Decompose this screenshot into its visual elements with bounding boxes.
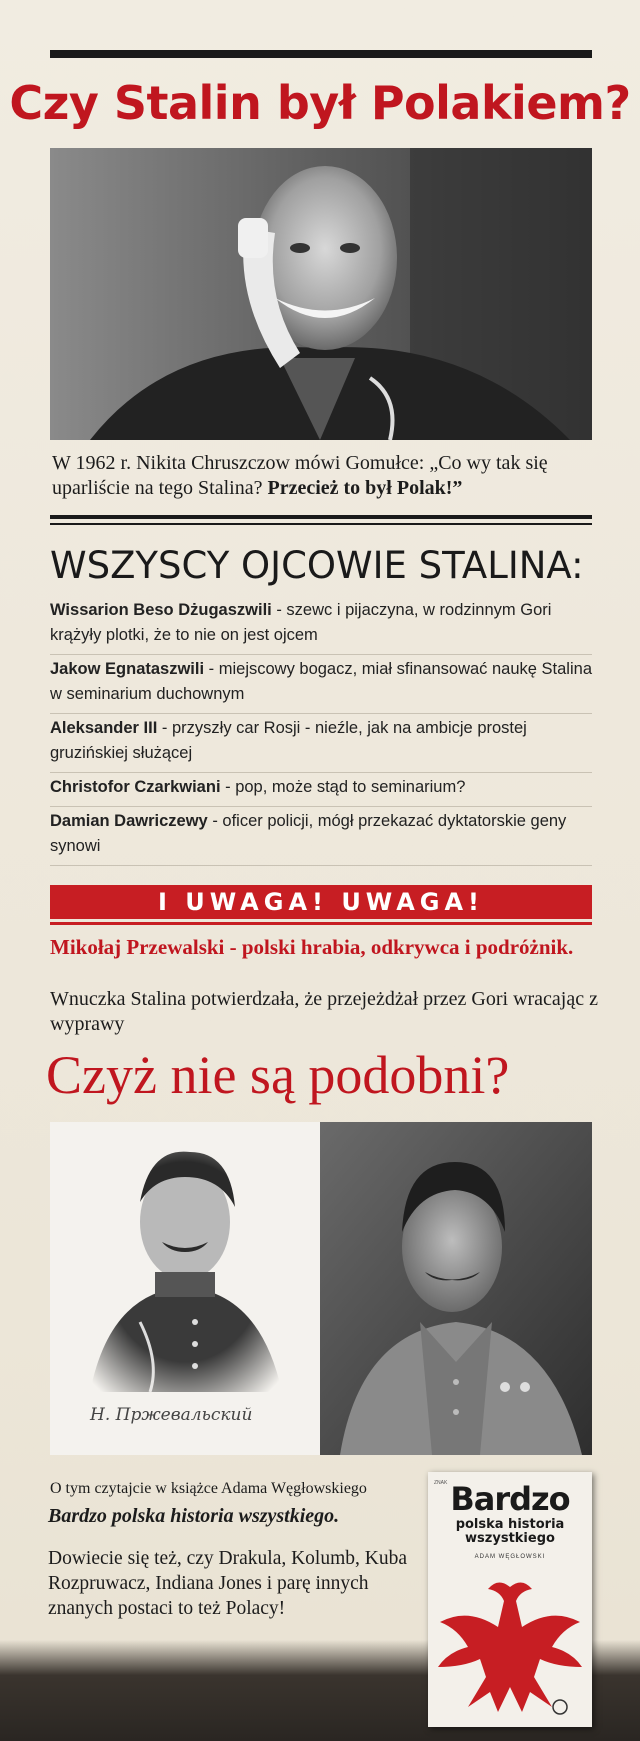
khrushchev-quote xyxy=(52,451,597,501)
stalin-portrait xyxy=(320,1122,592,1455)
przewalski-body: Wnuczka Stalina potwierdzała, że przejeżdżał przez Gori wracając z wyprawy xyxy=(50,988,598,1035)
attention-banner: I UWAGA! UWAGA! xyxy=(50,885,592,919)
eagle-icon xyxy=(428,1567,592,1727)
big-question: Czyż nie są podobni? xyxy=(46,1045,510,1105)
list-item xyxy=(50,596,592,655)
list-item xyxy=(50,807,592,866)
page-title: Czy Stalin był Polakiem? xyxy=(9,76,631,130)
father-name: Damian Dawriczewy xyxy=(50,812,208,830)
book-cover[interactable] xyxy=(428,1472,592,1727)
promo-book-title: Bardzo polska historia wszystkiego. xyxy=(48,1505,340,1527)
przewalski-portrait xyxy=(50,1122,320,1455)
promo-intro: O tym czytajcie w książce Adama Węgłowskiego xyxy=(50,1480,367,1497)
father-name: Aleksander III xyxy=(50,719,158,737)
list-item xyxy=(50,714,592,773)
father-desc: - miejscowy bogacz, miał sfinansować naukę Stalina w seminarium duchownym xyxy=(50,660,592,703)
book-cover-title: Bardzo xyxy=(450,1480,570,1518)
banner-underline xyxy=(50,922,592,925)
father-desc: - oficer policji, mógł przekazać dyktatorskie geny synowi xyxy=(50,812,567,855)
publisher-logo: ZNAK xyxy=(434,1480,448,1486)
quote-text: W 1962 r. Nikita Chruszczow mówi Gomułce: „Co wy tak się uparliście na tego Stalina? xyxy=(52,452,548,499)
father-desc: - pop, może stąd to seminarium? xyxy=(220,778,466,796)
quote-end: ” xyxy=(452,477,463,499)
list-item xyxy=(50,773,592,807)
fathers-list xyxy=(50,596,592,866)
top-rule xyxy=(50,50,592,58)
father-desc: - szewc i pijaczyna, w rodzinnym Gori krążyły plotki, że to nie on jest ojcem xyxy=(50,601,552,644)
father-name: Christofor Czarkwiani xyxy=(50,778,221,796)
book-cover-subtitle: polska historia wszystkiego xyxy=(455,1517,565,1546)
divider xyxy=(50,515,592,519)
father-desc: - przyszły car Rosji - nieźle, jak na ambicje prostej gruzińskiej służącej xyxy=(50,719,527,762)
divider xyxy=(50,523,592,525)
father-name: Wissarion Beso Dżugaszwili xyxy=(50,601,272,619)
list-item xyxy=(50,655,592,714)
khrushchev-photo xyxy=(50,148,592,440)
father-name: Jakow Egnataszwili xyxy=(50,660,205,678)
promo-body: Dowiecie się też, czy Drakula, Kolumb, Kuba Rozpruwacz, Indiana Jones i parę innych znanych postaci to też Polacy! xyxy=(48,1548,407,1619)
book-cover-author: ADAM WĘGŁOWSKI xyxy=(474,1554,546,1560)
signature: Н. Пржевальский xyxy=(90,1405,253,1425)
quote-bold-text: Przecież to był Polak! xyxy=(267,477,453,499)
przewalski-heading: Mikołaj Przewalski - polski hrabia, odkrywca i podróżnik. xyxy=(50,935,574,959)
section-title: WSZYSCY OJCOWIE STALINA: xyxy=(50,544,584,587)
